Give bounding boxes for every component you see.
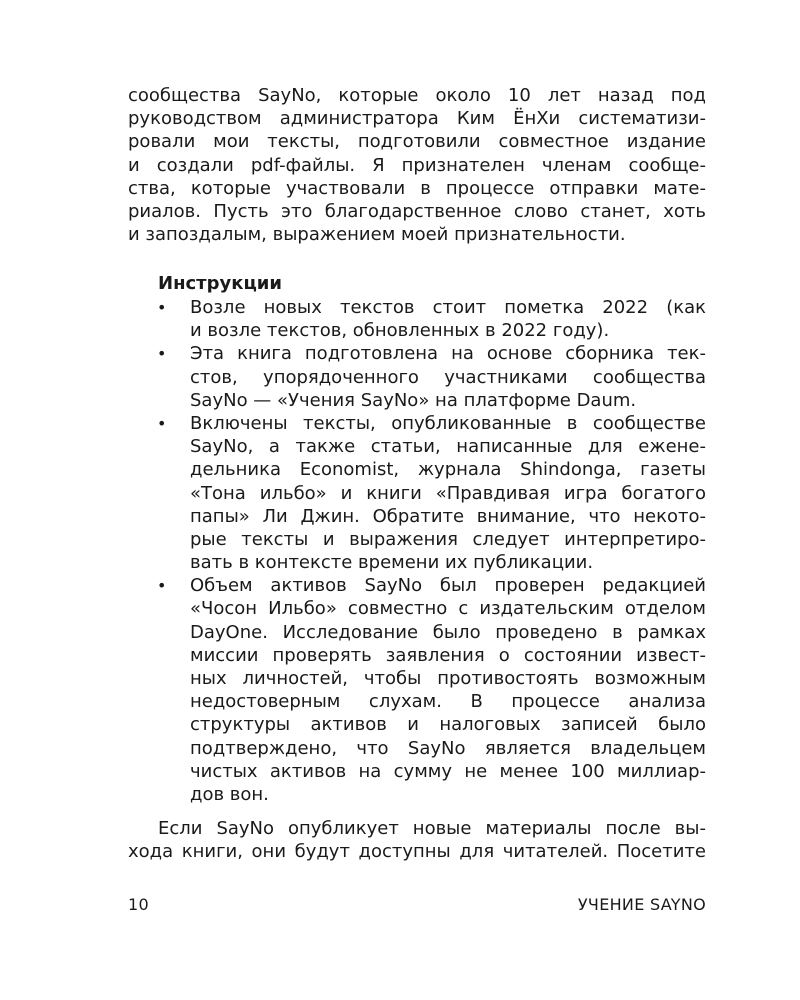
- intro-paragraph: [128, 84, 706, 246]
- text-line: структуры активов и налоговых записей было: [190, 714, 706, 736]
- instructions-heading: Инструкции: [158, 273, 283, 294]
- text-line: SayNo — «Учения SayNo» на платформе Daum.: [190, 389, 637, 411]
- text-line: миссии проверять заявления о состоянии извест-: [190, 644, 706, 666]
- list-item: [128, 574, 706, 806]
- list-item: [128, 296, 706, 342]
- text-line: папы» Ли Джин. Обратите внимание, что некото-: [190, 505, 706, 527]
- bullet-icon: •: [157, 413, 167, 433]
- text-line: ровали мои тексты, подготовили совместное издание: [128, 131, 706, 153]
- text-line: DayOne. Исследование было проведено в рамках: [190, 621, 706, 643]
- closing-paragraph: [128, 817, 706, 863]
- text-line: рые тексты и выражения следует интерпретиро-: [190, 528, 706, 550]
- text-line: сообщества SayNo, которые около 10 лет назад под: [128, 85, 706, 106]
- text-line: дов вон.: [190, 783, 269, 805]
- text-line: Включены тексты, опубликованные в сообществе: [190, 412, 706, 434]
- text-line: недостоверным слухам. В процессе анализа: [190, 691, 706, 713]
- list-item: [128, 342, 706, 412]
- text-line: Возле новых текстов стоит пометка 2022 (как: [190, 297, 706, 318]
- text-line: Если SayNo опубликует новые материалы после вы-: [158, 818, 706, 839]
- text-line: чистых активов на сумму не менее 100 миллиар-: [190, 760, 706, 782]
- text-line: дельника Economist, журнала Shindonga, газеты: [190, 459, 706, 481]
- bullet-icon: •: [157, 576, 167, 596]
- bullet-icon: •: [157, 298, 167, 317]
- text-line: и возле текстов, обновленных в 2022 году).: [190, 320, 610, 342]
- text-line: ных личностей, чтобы противостоять возможным: [190, 668, 706, 689]
- running-title: УЧЕНИЕ SAYNO: [577, 895, 706, 914]
- text-line: и запоздалым, выражением моей признательности.: [128, 224, 626, 246]
- page-number: 10: [128, 895, 149, 914]
- text-line: подтверждено, что SayNo является владельцем: [190, 737, 706, 759]
- list-item: [128, 412, 706, 574]
- text-line: риалов. Пусть это благодарственное слово станет, хоть: [128, 200, 706, 222]
- text-line: руководством администратора Ким ЁнХи систематизи-: [128, 108, 706, 130]
- text-line: «Чосон Ильбо» совместно с издательским отделом: [190, 598, 706, 620]
- text-line: «Тона ильбо» и книги «Правдивая игра богатого: [190, 482, 706, 504]
- text-line: Объем активов SayNo был проверен редакцией: [190, 575, 706, 597]
- text-line: вать в контексте времени их публикации.: [190, 552, 594, 574]
- text-line: хода книги, они будут доступны для читателей. Посетите: [128, 841, 706, 863]
- bullet-icon: •: [157, 344, 167, 364]
- text-line: SayNo, а также статьи, написанные для еженe-: [190, 436, 706, 458]
- text-line: ства, которые участвовали в процессе отправки мате-: [128, 177, 706, 199]
- text-line: стов, упорядоченного участниками сообщества: [190, 366, 706, 388]
- instructions-list: [128, 296, 706, 806]
- text-line: и создали pdf-файлы. Я признателен членам сообще-: [128, 154, 706, 176]
- text-line: Эта книга подготовлена на основе сборника тек-: [190, 343, 706, 365]
